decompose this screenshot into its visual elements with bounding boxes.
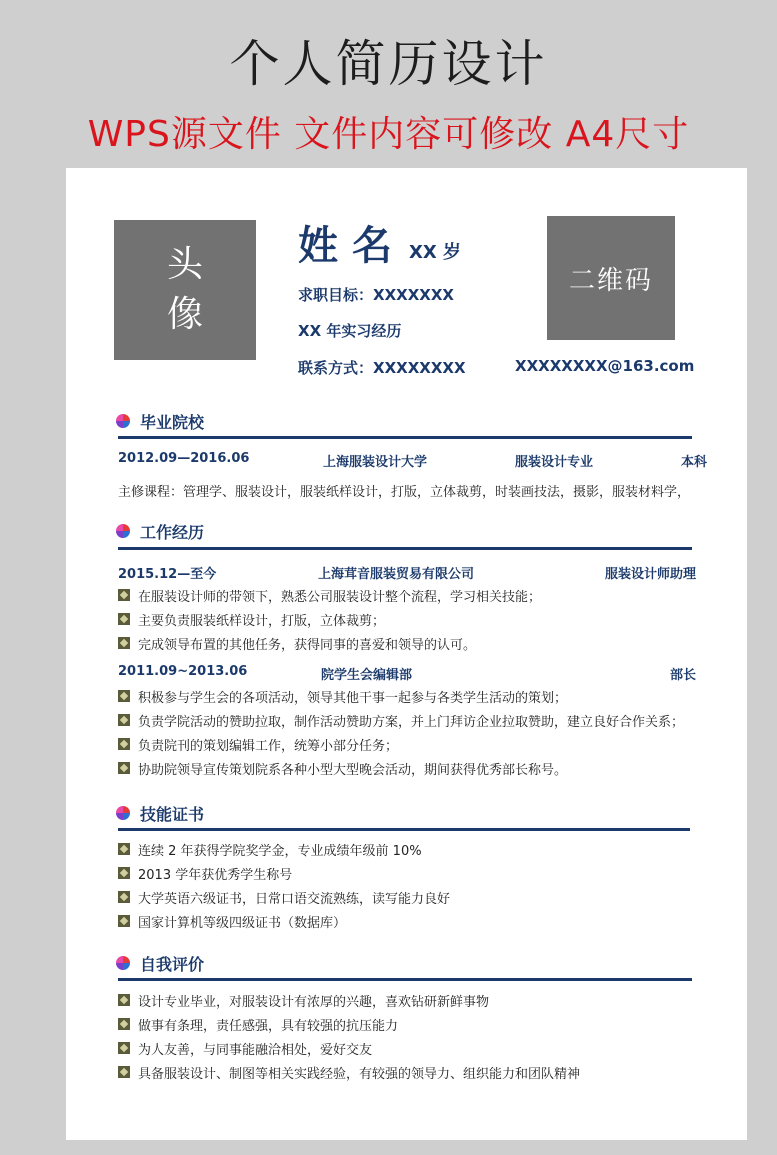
job-org: 上海茸音服装贸易有限公司 — [318, 567, 475, 582]
list-item: 积极参与学生会的各项活动，领导其他干事一起参与各类学生活动的策划； — [118, 684, 684, 708]
bullet-icon — [118, 714, 130, 726]
education-courses: 主修课程：管理学、服装设计，服装纸样设计，打版，立体裁剪，时装画技法，摄影，服装材料学， — [118, 485, 691, 500]
job-target: 求职目标：XXXXXXX — [298, 286, 454, 304]
job-org: 院学生会编辑部 — [321, 668, 413, 683]
section-icon — [116, 524, 130, 538]
section-icon — [116, 806, 130, 820]
job-period: 2011.09~2013.06 — [118, 664, 248, 679]
skills-list — [118, 837, 450, 933]
banner-title: 个人简历设计 — [229, 35, 548, 93]
bullet-icon — [118, 867, 130, 879]
job-duties — [118, 583, 541, 655]
job-row — [118, 664, 712, 684]
bullet-icon — [118, 762, 130, 774]
bullet-icon — [118, 994, 130, 1006]
qr-placeholder — [547, 216, 675, 340]
section-education — [116, 410, 204, 432]
bullet-icon — [118, 915, 130, 927]
list-item: 协助院领导宣传策划院系各种小型大型晚会活动，期间获得优秀部长称号。 — [118, 756, 684, 780]
section-title: 工作经历 — [140, 522, 205, 542]
banner-subtitle: WPS源文件 文件内容可修改 A4尺寸 — [87, 114, 690, 155]
section-rule — [118, 547, 692, 550]
job-role: 部长 — [670, 668, 697, 683]
bullet-icon — [118, 891, 130, 903]
resume-page — [66, 168, 747, 1140]
qr-label: 二维码 — [568, 265, 653, 296]
list-item: 主要负责服装纸样设计，打版，立体裁剪； — [118, 607, 541, 631]
education-period: 2012.09—2016.06 — [118, 451, 250, 466]
bullet-icon — [118, 613, 130, 625]
job-role: 服装设计师助理 — [605, 567, 697, 582]
list-item: 完成领导布置的其他任务，获得同事的喜爱和领导的认可。 — [118, 631, 541, 655]
section-title: 自我评价 — [140, 954, 205, 974]
education-school: 上海服装设计大学 — [323, 455, 428, 470]
section-self-eval — [116, 952, 204, 974]
age: XX 岁 — [409, 242, 462, 263]
list-item: 大学英语六级证书，日常口语交流熟练，读写能力良好 — [118, 885, 450, 909]
email: XXXXXXXX@163.com — [515, 357, 695, 375]
self-eval-list — [118, 988, 580, 1084]
section-title: 毕业院校 — [140, 412, 205, 432]
section-skills — [116, 802, 204, 824]
section-rule — [118, 978, 692, 981]
contact: 联系方式：XXXXXXXX — [298, 359, 466, 377]
experience: XX 年实习经历 — [298, 322, 402, 340]
section-rule — [118, 828, 690, 831]
list-item: 做事有条理，责任感强，具有较强的抗压能力 — [118, 1012, 580, 1036]
list-item: 具备服装设计、制图等相关实践经验，有较强的领导力、组织能力和团队精神 — [118, 1060, 580, 1084]
list-item: 在服装设计师的带领下，熟悉公司服装设计整个流程，学习相关技能； — [118, 583, 541, 607]
section-icon — [116, 414, 130, 428]
job-row — [118, 563, 712, 583]
photo-label: 头像 — [166, 244, 203, 335]
bullet-icon — [118, 738, 130, 750]
bullet-icon — [118, 843, 130, 855]
bullet-icon — [118, 1042, 130, 1054]
list-item: 为人友善，与同事能融洽相处，爱好交友 — [118, 1036, 580, 1060]
list-item: 2013 学年获优秀学生称号 — [118, 861, 450, 885]
section-work — [116, 520, 204, 542]
list-item: 连续 2 年获得学院奖学金，专业成绩年级前 10% — [118, 837, 450, 861]
bullet-icon — [118, 1018, 130, 1030]
bullet-icon — [118, 1066, 130, 1078]
bullet-icon — [118, 589, 130, 601]
name: 姓名 — [298, 223, 406, 269]
list-item: 负责院刊的策划编辑工作，统筹小部分任务； — [118, 732, 684, 756]
bullet-icon — [118, 637, 130, 649]
section-title: 技能证书 — [140, 804, 205, 824]
education-degree: 本科 — [681, 455, 708, 470]
education-major: 服装设计专业 — [515, 455, 594, 470]
section-icon — [116, 956, 130, 970]
list-item: 设计专业毕业，对服装设计有浓厚的兴趣，喜欢钻研新鲜事物 — [118, 988, 580, 1012]
job-duties — [118, 684, 684, 780]
list-item: 负责学院活动的赞助拉取，制作活动赞助方案，并上门拜访企业拉取赞助，建立良好合作关系； — [118, 708, 684, 732]
photo-placeholder — [114, 220, 256, 360]
job-period: 2015.12—至今 — [118, 567, 217, 582]
bullet-icon — [118, 690, 130, 702]
section-rule — [118, 436, 692, 439]
education-row — [118, 451, 712, 471]
list-item: 国家计算机等级四级证书（数据库） — [118, 909, 450, 933]
